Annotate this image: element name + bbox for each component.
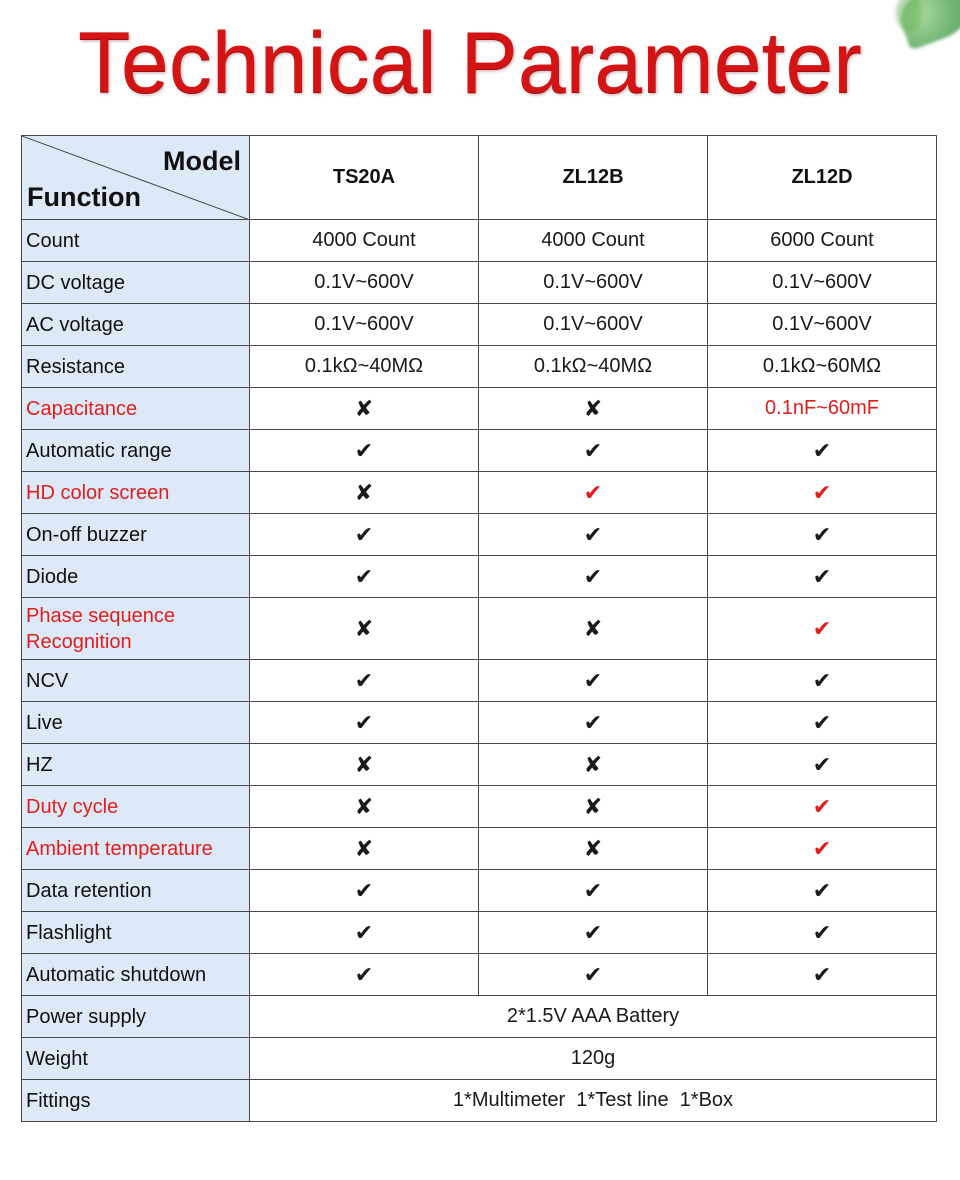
check-mark <box>250 514 479 556</box>
table-cell-merged: 1*Multimeter 1*Test line 1*Box <box>250 1080 937 1122</box>
table-cell: 0.1V~600V <box>708 262 937 304</box>
cross-mark <box>479 744 708 786</box>
check-icon: ✔ <box>583 563 603 589</box>
table-row <box>22 912 937 954</box>
check-mark <box>250 430 479 472</box>
check-icon: ✔ <box>812 437 832 463</box>
cross-icon: ✘ <box>354 835 374 861</box>
model-name-zl12d: ZL12D <box>708 136 937 220</box>
table-row <box>22 744 937 786</box>
function-name: Live <box>22 702 250 744</box>
function-name: Weight <box>22 1038 250 1080</box>
function-name: Ambient temperature <box>22 828 250 870</box>
model-name-zl12b: ZL12B <box>479 136 708 220</box>
check-icon: ✔ <box>812 835 832 861</box>
cross-icon: ✘ <box>354 395 374 421</box>
function-name: Data retention <box>22 870 250 912</box>
check-icon: ✔ <box>354 667 374 693</box>
check-mark <box>250 702 479 744</box>
check-icon: ✔ <box>812 479 832 505</box>
cross-mark <box>250 744 479 786</box>
cross-mark <box>479 828 708 870</box>
cross-mark <box>250 598 479 660</box>
function-name: HZ <box>22 744 250 786</box>
table-cell-merged: 120g <box>250 1038 937 1080</box>
table-row <box>22 262 937 304</box>
check-mark <box>479 870 708 912</box>
cross-mark <box>250 388 479 430</box>
table-row <box>22 556 937 598</box>
table-row <box>22 514 937 556</box>
table-header-row <box>22 136 937 220</box>
check-mark <box>250 556 479 598</box>
cross-icon: ✘ <box>354 751 374 777</box>
cross-icon: ✘ <box>583 793 603 819</box>
table-row <box>22 304 937 346</box>
check-mark <box>708 598 937 660</box>
table-row <box>22 870 937 912</box>
check-icon: ✔ <box>812 793 832 819</box>
check-mark <box>708 870 937 912</box>
check-mark <box>708 828 937 870</box>
check-icon: ✔ <box>812 709 832 735</box>
table-row <box>22 660 937 702</box>
table-row <box>22 430 937 472</box>
check-icon: ✔ <box>583 961 603 987</box>
table-row <box>22 786 937 828</box>
cross-mark <box>479 388 708 430</box>
check-icon: ✔ <box>812 521 832 547</box>
check-icon: ✔ <box>583 709 603 735</box>
check-mark <box>479 954 708 996</box>
model-label: Model <box>163 146 241 176</box>
table-row <box>22 472 937 514</box>
check-icon: ✔ <box>812 961 832 987</box>
check-mark <box>708 430 937 472</box>
page-title: Technical Parameter <box>78 15 862 111</box>
model-name-ts20a: TS20A <box>250 136 479 220</box>
check-mark <box>250 660 479 702</box>
cross-icon: ✘ <box>354 615 374 641</box>
function-name: Power supply <box>22 996 250 1038</box>
table-row <box>22 828 937 870</box>
check-icon: ✔ <box>812 919 832 945</box>
table-row <box>22 346 937 388</box>
function-label: Function <box>27 182 141 212</box>
check-icon: ✔ <box>812 563 832 589</box>
cross-mark <box>250 828 479 870</box>
function-name: Diode <box>22 556 250 598</box>
cross-mark <box>479 598 708 660</box>
check-mark <box>708 556 937 598</box>
cross-icon: ✘ <box>583 835 603 861</box>
cross-icon: ✘ <box>354 479 374 505</box>
check-icon: ✔ <box>583 437 603 463</box>
check-icon: ✔ <box>354 709 374 735</box>
check-mark <box>708 472 937 514</box>
check-icon: ✔ <box>354 961 374 987</box>
check-mark <box>250 954 479 996</box>
header-corner-cell <box>22 136 250 220</box>
table-cell: 0.1V~600V <box>479 304 708 346</box>
check-icon: ✔ <box>583 479 603 505</box>
table-cell: 0.1kΩ~40MΩ <box>250 346 479 388</box>
check-mark <box>250 870 479 912</box>
check-icon: ✔ <box>354 877 374 903</box>
function-name: Duty cycle <box>22 786 250 828</box>
check-icon: ✔ <box>812 667 832 693</box>
check-icon: ✔ <box>354 521 374 547</box>
table-row <box>22 954 937 996</box>
check-mark <box>250 912 479 954</box>
check-mark <box>479 430 708 472</box>
table-cell: 0.1V~600V <box>250 262 479 304</box>
function-name: Resistance <box>22 346 250 388</box>
check-icon: ✔ <box>583 877 603 903</box>
function-name: Phase sequence Recognition <box>22 598 250 660</box>
table-cell: 0.1V~600V <box>708 304 937 346</box>
cross-icon: ✘ <box>583 395 603 421</box>
check-mark <box>708 744 937 786</box>
table-cell: 0.1V~600V <box>250 304 479 346</box>
table-row <box>22 388 937 430</box>
check-icon: ✔ <box>812 877 832 903</box>
table-row <box>22 996 937 1038</box>
function-name: HD color screen <box>22 472 250 514</box>
table-cell: 0.1kΩ~40MΩ <box>479 346 708 388</box>
check-icon: ✔ <box>354 919 374 945</box>
table-cell: 0.1kΩ~60MΩ <box>708 346 937 388</box>
check-icon: ✔ <box>354 437 374 463</box>
table-row <box>22 1038 937 1080</box>
function-name: Capacitance <box>22 388 250 430</box>
spec-table <box>21 135 937 1122</box>
check-icon: ✔ <box>812 615 832 641</box>
check-mark <box>479 702 708 744</box>
check-icon: ✔ <box>583 919 603 945</box>
check-mark <box>479 472 708 514</box>
table-row <box>22 702 937 744</box>
table-cell: 4000 Count <box>479 220 708 262</box>
check-mark <box>708 660 937 702</box>
check-mark <box>479 514 708 556</box>
check-mark <box>479 912 708 954</box>
function-name: NCV <box>22 660 250 702</box>
function-name: AC voltage <box>22 304 250 346</box>
check-icon: ✔ <box>583 521 603 547</box>
check-icon: ✔ <box>583 667 603 693</box>
table-cell: 6000 Count <box>708 220 937 262</box>
check-mark <box>479 660 708 702</box>
cross-mark <box>479 786 708 828</box>
table-cell-merged: 2*1.5V AAA Battery <box>250 996 937 1038</box>
check-mark <box>708 786 937 828</box>
function-name: Automatic range <box>22 430 250 472</box>
check-icon: ✔ <box>812 751 832 777</box>
table-row <box>22 1080 937 1122</box>
check-mark <box>708 954 937 996</box>
check-icon: ✔ <box>354 563 374 589</box>
function-name: Flashlight <box>22 912 250 954</box>
table-cell: 0.1V~600V <box>479 262 708 304</box>
table-row <box>22 598 937 660</box>
function-name: Automatic shutdown <box>22 954 250 996</box>
cross-mark <box>250 786 479 828</box>
cross-icon: ✘ <box>354 793 374 819</box>
function-name: Count <box>22 220 250 262</box>
cross-icon: ✘ <box>583 615 603 641</box>
check-mark <box>708 514 937 556</box>
function-name: Fittings <box>22 1080 250 1122</box>
check-mark <box>479 556 708 598</box>
check-mark <box>708 702 937 744</box>
table-row <box>22 220 937 262</box>
table-cell: 0.1nF~60mF <box>708 388 937 430</box>
check-mark <box>708 912 937 954</box>
function-name: DC voltage <box>22 262 250 304</box>
cross-mark <box>250 472 479 514</box>
cross-icon: ✘ <box>583 751 603 777</box>
function-name: On-off buzzer <box>22 514 250 556</box>
table-cell: 4000 Count <box>250 220 479 262</box>
